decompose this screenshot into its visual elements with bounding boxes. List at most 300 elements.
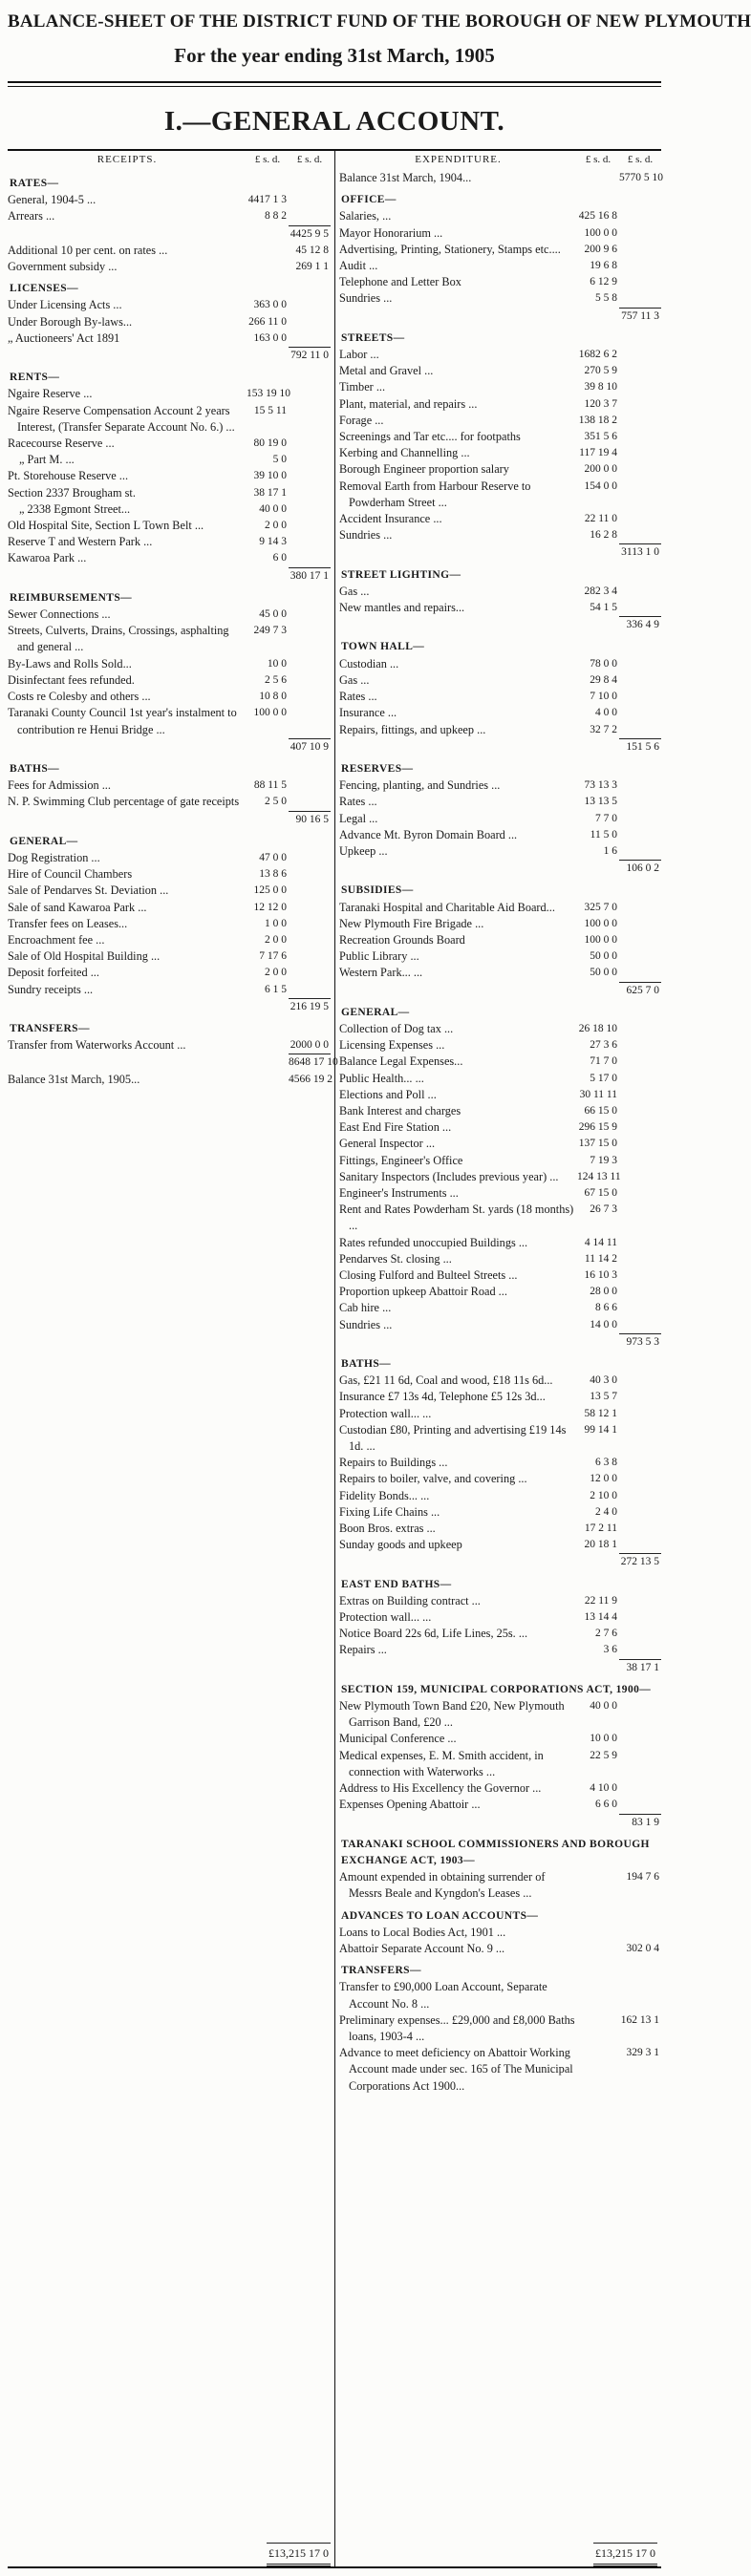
item-label: Upkeep ...: [339, 843, 388, 858]
item-label: Custodian £80, Printing and advertising £19 14s 1d. ...: [339, 1422, 567, 1454]
subtotal-amount: 269 1 1: [295, 261, 329, 273]
group-heading: RATES—: [10, 178, 59, 189]
item-label: Sundry receipts ...: [8, 982, 94, 996]
group-heading-row: [8, 1015, 331, 1037]
ledger-row: [339, 1169, 661, 1185]
group-heading: BATHS—: [341, 1358, 392, 1371]
ledger-row: [8, 243, 331, 259]
group-heading: OFFICE—: [341, 194, 397, 206]
item-label: Arrears ...: [8, 209, 55, 224]
subtotal-amount: 83 1 9: [619, 1814, 661, 1831]
subtotal-amount: 2000 0 0: [290, 1039, 329, 1052]
group-heading-row: [8, 828, 331, 850]
item-amount: 351 5 6: [584, 431, 617, 443]
item-amount: 12 0 0: [590, 1473, 617, 1485]
ledger-row: [339, 1389, 661, 1405]
item-amount: 30 11 11: [579, 1088, 617, 1100]
item-amount: 6 12 9: [590, 276, 617, 288]
item-label: Racecourse Reserve ...: [8, 436, 115, 451]
item-label: Reserve T and Western Park ...: [8, 535, 153, 549]
ledger-row: [339, 1071, 661, 1087]
item-amount: 22 11 9: [584, 1594, 617, 1607]
item-amount: 13 5 7: [590, 1391, 617, 1403]
group-heading-row: [8, 585, 331, 607]
item-label: Protection wall... ...: [339, 1406, 432, 1420]
ledger-row: [8, 297, 331, 313]
document-subtitle: For the year ending 31st March, 1905: [174, 44, 495, 67]
group-heading-row: [339, 1831, 661, 1869]
item-label: „ Auctioneers' Act 1891: [8, 330, 120, 345]
item-label: Kerbing and Channelling ...: [339, 446, 470, 460]
group-heading: EAST END BATHS—: [341, 1578, 452, 1590]
ledger-row: [339, 860, 661, 877]
ledger-row: [8, 259, 331, 275]
ledger-row: [339, 1941, 661, 1957]
ledger-row: [339, 1553, 661, 1570]
ledger-row: [339, 1406, 661, 1422]
item-label: Bank Interest and charges: [339, 1103, 461, 1118]
item-amount: 22 11 0: [584, 513, 617, 525]
group-heading-row: [8, 170, 331, 192]
group-heading-row: [339, 1676, 661, 1698]
item-label: Address to His Excellency the Governor ...: [339, 1781, 542, 1796]
subtotal-amount: 302 0 4: [626, 1942, 659, 1954]
ledger-row: [339, 777, 661, 794]
item-label: Advertising, Printing, Stationery, Stamps etc....: [339, 242, 561, 256]
item-label: Balance Legal Expenses...: [339, 1054, 463, 1069]
subtotal-amount: 4425 9 5: [289, 225, 331, 243]
item-amount: 4417 1 3: [247, 194, 287, 206]
ledger-row: [339, 689, 661, 705]
ledger-row: [339, 616, 661, 633]
item-amount: 1 0 0: [265, 917, 287, 929]
item-label: Telephone and Letter Box: [339, 275, 461, 289]
money-heading: £ s. d.: [254, 153, 281, 165]
ledger-row: [8, 689, 331, 705]
item-amount: 100 0 0: [584, 933, 617, 946]
item-amount: 8 8 2: [265, 210, 287, 223]
item-amount: 5 0: [272, 454, 287, 466]
ledger-row: [339, 1780, 661, 1797]
ledger-row: [339, 347, 661, 363]
item-amount: 7 7 0: [595, 812, 617, 824]
item-label: Audit ...: [339, 259, 378, 273]
ledger-row: [339, 827, 661, 843]
item-label: Costs re Colesby and others ...: [8, 690, 151, 704]
item-label: Sale of sand Kawaroa Park ...: [8, 900, 147, 914]
item-label: Insurance ...: [339, 706, 397, 720]
ledger-row: [8, 811, 331, 828]
item-amount: 99 14 1: [584, 1423, 617, 1436]
ledger-row: [339, 1235, 661, 1251]
ledger-row: [339, 843, 661, 860]
item-label: Under Licensing Acts ...: [8, 298, 122, 312]
item-label: Sale of Old Hospital Building ...: [8, 949, 161, 964]
item-amount: 12 12 0: [253, 901, 287, 913]
item-amount: 50 0 0: [590, 967, 617, 979]
ledger-row: [339, 1037, 661, 1054]
item-amount: 38 17 1: [253, 486, 287, 499]
subtotal-amount: 5770 5 10: [619, 172, 663, 183]
expenditure-body: [339, 170, 661, 2095]
item-label: Transfer to £90,000 Loan Account, Separate Account No. 8 ...: [339, 1980, 547, 2011]
item-label: Encroachment fee ...: [8, 932, 105, 947]
item-label: Rent and Rates Powderham St. yards (18 months) ...: [339, 1203, 574, 1233]
ledger-row: [339, 1119, 661, 1136]
item-amount: 2 0 0: [265, 967, 287, 979]
ledger-row: [339, 1300, 661, 1316]
item-label: Fixing Life Chains ...: [339, 1504, 440, 1519]
ledger-row: [339, 290, 661, 307]
money-heading: £ s. d.: [296, 153, 323, 165]
item-label: Repairs, fittings, and upkeep ...: [339, 722, 486, 736]
ledger-row: [8, 347, 331, 364]
ledger-row: [339, 225, 661, 242]
ledger-row: [8, 330, 331, 347]
ledger-row: [8, 998, 331, 1015]
item-amount: 137 15 0: [578, 1138, 617, 1150]
item-amount: 200 9 6: [584, 243, 617, 255]
ledger-row: [339, 379, 661, 395]
item-amount: 8 6 6: [595, 1302, 617, 1314]
ledger-row: [339, 1659, 661, 1676]
title-rule: [8, 81, 661, 83]
item-amount: 124 13 11: [577, 1170, 621, 1182]
item-amount: 138 18 2: [578, 414, 617, 426]
subtotal-amount: 194 7 6: [626, 1871, 659, 1884]
item-amount: 27 3 6: [590, 1039, 617, 1052]
subtotal-amount: 90 16 5: [289, 811, 331, 828]
item-amount: 45 0 0: [259, 608, 287, 621]
ledger-row: [339, 738, 661, 756]
item-label: Insurance £7 13s 4d, Telephone £5 12s 3d...: [339, 1390, 546, 1404]
ledger-row: [339, 396, 661, 413]
item-label: New mantles and repairs...: [339, 601, 465, 615]
ledger-row: [8, 965, 331, 981]
ledger-row: [8, 452, 331, 468]
item-label: Gas ...: [339, 672, 370, 687]
ledger-row: [339, 900, 661, 916]
item-amount: 10 0 0: [590, 1733, 617, 1745]
item-label: Salaries, ...: [339, 209, 392, 224]
ledger-row: [339, 308, 661, 325]
expenditure-grand-total: £13,215 17 0: [593, 2543, 657, 2566]
item-label: Ngaire Reserve ...: [8, 387, 93, 401]
item-amount: 2 5 0: [265, 796, 287, 808]
ledger-row: [8, 866, 331, 883]
expenditure-heading: EXPENDITURE.: [415, 153, 502, 165]
ledger-row: [339, 1869, 661, 1902]
ledger-row: [8, 794, 331, 810]
subtotal-amount: 8648 17 10: [289, 1054, 331, 1071]
ledger-row: [339, 2012, 661, 2045]
ledger-row: [339, 932, 661, 948]
ledger-row: [339, 1185, 661, 1202]
ledger-row: [339, 1488, 661, 1504]
item-amount: 100 0 0: [253, 707, 287, 719]
item-amount: 153 19 10: [247, 388, 290, 400]
money-heading: £ s. d.: [627, 153, 654, 165]
item-label: Hire of Council Chambers: [8, 867, 133, 882]
group-heading: TRANSFERS—: [10, 1022, 90, 1034]
ledger-row: [8, 916, 331, 932]
ledger-row: [339, 413, 661, 429]
ledger-row: [339, 479, 661, 511]
group-heading: TOWN HALL—: [341, 641, 425, 653]
ledger-row: [8, 501, 331, 518]
subtotal-amount: 38 17 1: [619, 1659, 661, 1676]
item-label: Kawaroa Park ...: [8, 551, 87, 565]
group-heading: BATHS—: [10, 762, 60, 775]
ledger-row: [8, 1072, 331, 1088]
item-amount: 1682 6 2: [578, 349, 617, 361]
item-label: Protection wall... ...: [339, 1610, 432, 1625]
item-amount: 4 14 11: [584, 1236, 617, 1248]
ledger-row: [339, 1642, 661, 1658]
item-label: „ Part M. ...: [19, 453, 75, 467]
item-amount: 2 0 0: [265, 520, 287, 532]
subtotal-amount: 625 7 0: [619, 982, 661, 999]
item-amount: 296 15 9: [578, 1121, 617, 1134]
item-label: Balance 31st March, 1904...: [339, 171, 472, 184]
item-amount: 7 10 0: [590, 691, 617, 703]
item-amount: 26 7 3: [590, 1203, 617, 1216]
ledger-row: [8, 534, 331, 550]
ledger-row: [339, 1455, 661, 1471]
group-heading: SECTION 159, MUNICIPAL CORPORATIONS ACT, 1900—: [341, 1683, 652, 1695]
item-label: Section 2337 Brougham st.: [8, 485, 136, 500]
item-label: Abattoir Separate Account No. 9 ...: [339, 1941, 505, 1955]
item-label: Sanitary Inspectors (Includes previous year) ...: [339, 1169, 559, 1183]
ledger-row: [339, 1925, 661, 1941]
group-heading: ADVANCES TO LOAN ACCOUNTS—: [341, 1909, 539, 1922]
group-heading: GENERAL—: [341, 1006, 410, 1018]
group-heading: TRANSFERS—: [341, 1965, 421, 1977]
ledger-row: [8, 982, 331, 998]
receipts-body: [8, 170, 338, 1088]
ledger-row: [339, 1284, 661, 1300]
item-amount: 325 7 0: [584, 901, 617, 913]
receipts-column: [8, 151, 338, 2566]
ledger-row: [8, 656, 331, 672]
item-label: Metal and Gravel ...: [339, 364, 434, 378]
item-label: By-Laws and Rolls Sold...: [8, 656, 132, 671]
ledger-row: [8, 550, 331, 566]
item-amount: 71 7 0: [590, 1055, 617, 1068]
ledger-row: [339, 1797, 661, 1813]
section-title: I.—GENERAL ACCOUNT.: [163, 106, 505, 137]
item-label: Boon Bros. extras ...: [339, 1522, 436, 1536]
item-label: N. P. Swimming Club percentage of gate receipts: [8, 795, 240, 809]
ledger-row: [8, 1054, 338, 1071]
item-label: Timber ...: [339, 380, 386, 394]
item-amount: 100 0 0: [584, 917, 617, 929]
item-label: Medical expenses, E. M. Smith accident, in connection with Waterworks ...: [339, 1748, 544, 1778]
subtotal-amount: 45 12 8: [295, 244, 329, 256]
item-amount: 14 0 0: [590, 1318, 617, 1331]
item-label: Closing Fulford and Bulteel Streets ...: [339, 1268, 518, 1282]
subtotal-amount: 336 4 9: [619, 616, 661, 633]
balance-sheet-table: [8, 149, 661, 2568]
group-heading-row: [339, 1351, 661, 1373]
item-label: Advance to meet deficiency on Abattoir Working Account made under sec. 165 of The Municipal Corporations Act 1900...: [339, 2046, 573, 2093]
ledger-row: [339, 794, 661, 810]
item-amount: 66 15 0: [584, 1104, 617, 1117]
ledger-row: [8, 403, 331, 436]
item-label: Taranaki Hospital and Charitable Aid Board...: [339, 900, 555, 914]
document-title: BALANCE-SHEET OF THE DISTRICT FUND OF THE BOROUGH OF NEW PLYMOUTH: [8, 11, 751, 32]
ledger-row: [339, 1373, 661, 1389]
subtotal-amount: 407 10 9: [289, 738, 331, 756]
ledger-row: [339, 527, 661, 543]
item-label: Gas ...: [339, 584, 370, 598]
group-heading-row: [339, 186, 661, 208]
item-amount: 4 0 0: [595, 707, 617, 719]
ledger-row: [339, 1317, 661, 1333]
group-heading-row: [339, 633, 661, 655]
group-heading: RESERVES—: [341, 762, 414, 775]
item-amount: 6 6 0: [595, 1799, 617, 1811]
item-amount: 9 14 3: [259, 536, 287, 548]
subtotal-amount: 3113 1 0: [619, 543, 661, 561]
ledger-row: [8, 850, 331, 866]
ledger-row: [339, 672, 661, 689]
ledger-row: [339, 445, 661, 461]
ledger-row: [339, 363, 661, 379]
item-amount: 7 19 3: [590, 1154, 617, 1166]
ledger-row: [339, 1103, 661, 1119]
ledger-row: [339, 656, 661, 672]
money-heading: £ s. d.: [585, 153, 612, 165]
item-label: Sale of Pendarves St. Deviation ...: [8, 884, 169, 898]
item-amount: 88 11 5: [253, 779, 287, 792]
item-label: „ 2338 Egmont Street...: [19, 501, 131, 516]
item-amount: 16 2 8: [590, 529, 617, 542]
ledger-row: [339, 461, 661, 478]
group-heading: LICENSES—: [10, 283, 78, 295]
item-label: East End Fire Station ...: [339, 1120, 452, 1135]
item-label: Recreation Grounds Board: [339, 932, 465, 947]
item-label: Rates ...: [339, 690, 377, 704]
item-amount: 11 14 2: [584, 1252, 617, 1265]
item-label: Taranaki County Council 1st year's instalment to contribution re Henui Bridge ...: [8, 706, 237, 736]
subtotal-amount: 216 19 5: [289, 998, 331, 1015]
item-amount: 120 3 7: [584, 397, 617, 410]
item-amount: 3 6: [603, 1644, 617, 1656]
item-label: Screenings and Tar etc.... for footpaths: [339, 430, 521, 444]
item-label: Sundries ...: [339, 528, 393, 543]
item-label: Notice Board 22s 6d, Life Lines, 25s. ...: [339, 1627, 528, 1641]
item-label: Transfer from Waterworks Account ...: [8, 1038, 186, 1053]
expenditure-column: [334, 151, 661, 2566]
subtotal-amount: 4566 19 2: [289, 1073, 333, 1085]
ledger-row: [8, 777, 331, 794]
item-label: New Plymouth Fire Brigade ...: [339, 916, 484, 930]
item-amount: 100 0 0: [584, 226, 617, 239]
group-heading: RENTS—: [10, 372, 60, 384]
item-amount: 163 0 0: [253, 331, 287, 344]
item-label: Western Park... ...: [339, 966, 423, 980]
subtotal-amount: 757 11 3: [619, 308, 661, 325]
ledger-row: [339, 511, 661, 527]
subtotal-amount: 329 3 1: [626, 2047, 659, 2059]
ledger-row: [8, 436, 331, 452]
item-label: Loans to Local Bodies Act, 1901 ...: [339, 1925, 506, 1939]
item-label: Gas, £21 11 6d, Coal and wood, £18 11s 6d...: [339, 1373, 553, 1388]
group-heading-row: [339, 877, 661, 899]
item-label: Proportion upkeep Abattoir Road ...: [339, 1285, 507, 1299]
group-heading-row: [8, 364, 331, 386]
ledger-row: [339, 429, 661, 445]
item-amount: 6 3 8: [595, 1457, 617, 1469]
item-amount: 266 11 0: [248, 315, 287, 328]
item-amount: 17 2 11: [584, 1522, 617, 1535]
subtotal-amount: 162 13 1: [620, 2013, 659, 2026]
item-label: Ngaire Reserve Compensation Account 2 years Interest, (Transfer Separate Account No. 6.) ...: [8, 403, 235, 434]
item-label: Sundries ...: [339, 291, 393, 306]
subtotal-amount: 792 11 0: [289, 347, 331, 364]
item-amount: 47 0 0: [259, 851, 287, 863]
ledger-row: [339, 1202, 661, 1234]
ledger-row: [339, 1748, 661, 1780]
item-label: Rates ...: [339, 795, 377, 809]
item-amount: 425 16 8: [578, 210, 617, 223]
item-amount: 39 10 0: [253, 470, 287, 482]
item-label: Repairs to Buildings ...: [339, 1456, 448, 1470]
item-amount: 2 10 0: [590, 1489, 617, 1501]
item-label: Sundries ...: [339, 1317, 393, 1331]
group-heading-row: [339, 325, 661, 347]
item-label: Labor ...: [339, 348, 379, 362]
ledger-row: [8, 386, 331, 402]
group-heading-row: [8, 275, 331, 297]
item-label: Fittings, Engineer's Office: [339, 1153, 463, 1167]
item-amount: 249 7 3: [253, 625, 287, 637]
ledger-row: [8, 738, 331, 756]
item-label: Engineer's Instruments ...: [339, 1185, 459, 1200]
item-label: Under Borough By-laws...: [8, 314, 133, 329]
item-label: Collection of Dog tax ...: [339, 1021, 454, 1035]
ledger-row: [339, 1626, 661, 1642]
ledger-row: [8, 672, 331, 689]
ledger-row: [339, 705, 661, 721]
item-amount: 10 8 0: [259, 691, 287, 703]
group-heading-row: [339, 562, 661, 584]
ledger-row: [339, 1021, 661, 1037]
item-amount: 78 0 0: [590, 657, 617, 670]
ledger-row: [339, 1054, 661, 1070]
ledger-row: [339, 1609, 661, 1626]
item-label: Mayor Honorarium ...: [339, 225, 443, 240]
item-amount: 40 0 0: [590, 1700, 617, 1713]
ledger-row: [339, 242, 661, 258]
item-label: Borough Engineer proportion salary: [339, 462, 509, 477]
item-amount: 117 19 4: [579, 447, 617, 459]
ledger-row: [339, 982, 661, 999]
group-heading-row: [339, 1957, 661, 1979]
ledger-row: [339, 1593, 661, 1609]
ledger-row: [8, 518, 331, 534]
item-label: General, 1904-5 ...: [8, 193, 97, 207]
ledger-row: [8, 932, 331, 948]
item-amount: 50 0 0: [590, 950, 617, 963]
ledger-row: [339, 600, 661, 616]
title-rule-thin: [8, 86, 661, 87]
item-amount: 13 13 5: [584, 796, 617, 808]
ledger-row: [339, 916, 661, 932]
ledger-row: [339, 584, 661, 600]
item-label: Municipal Conference ...: [339, 1732, 457, 1746]
